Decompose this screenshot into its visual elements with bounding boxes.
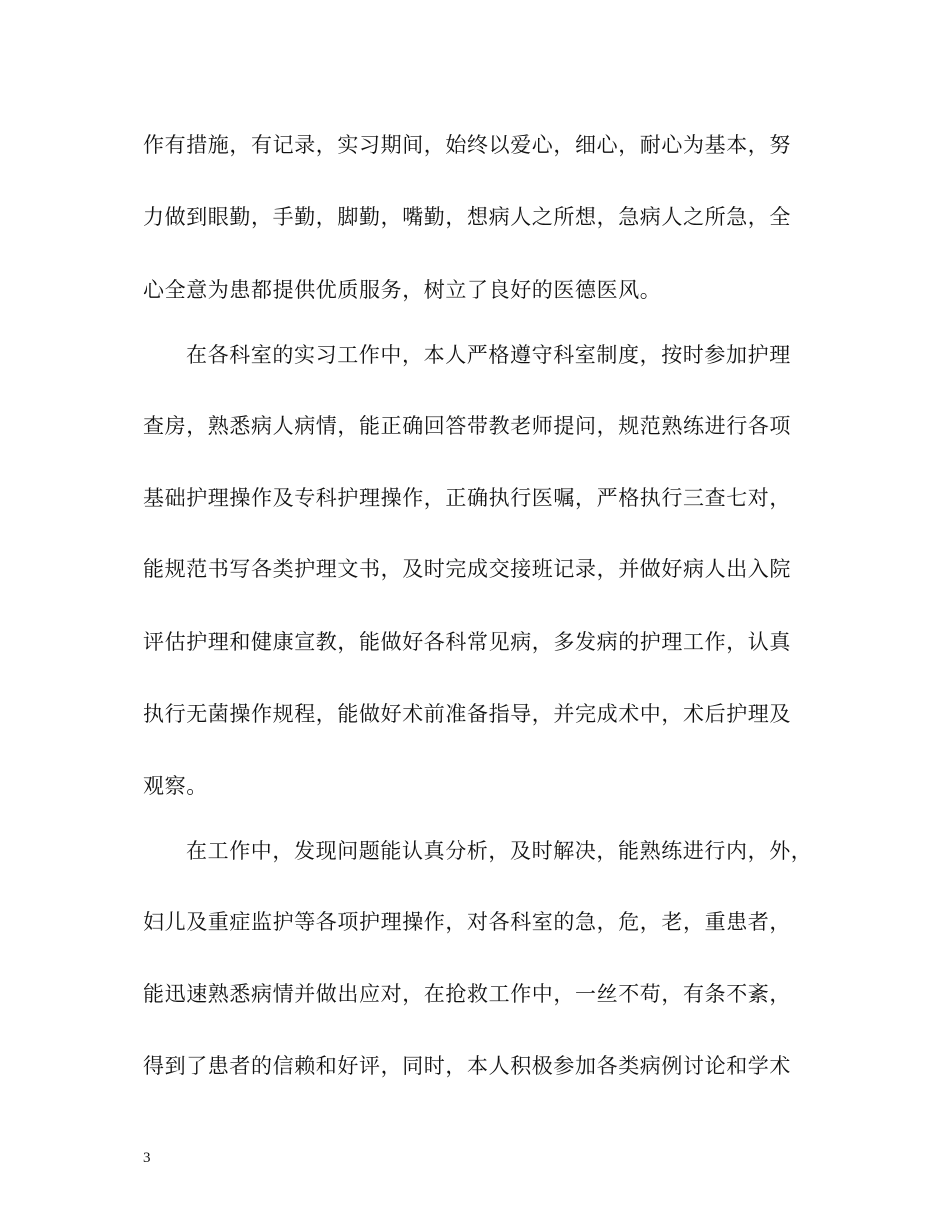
text-line-10: 观察。 [143,774,208,798]
page-number: 3 [143,1150,151,1166]
text-line-14: 得到了患者的信赖和好评，同时，本人积极参加各类病例讨论和学术 [143,1054,791,1078]
text-line-12: 妇儿及重症监护等各项护理操作，对各科室的急，危，老，重患者， [143,910,791,934]
paragraph-3-line-1: 在工作中，发现问题能认真分析，及时解决，能熟练进行内，外， [186,839,813,863]
text-line-6: 基础护理操作及专科护理操作，正确执行医嘱，严格执行三查七对， [143,486,791,510]
text-line-9: 执行无菌操作规程，能做好术前准备指导，并完成术中，术后护理及 [143,702,791,726]
text-line-3: 心全意为患都提供优质服务，树立了良好的医德医风。 [143,278,662,302]
text-line-13: 能迅速熟悉病情并做出应对，在抢救工作中，一丝不苟，有条不紊， [143,982,791,1006]
text-line-5: 查房，熟悉病人病情，能正确回答带教老师提问，规范熟练进行各项 [143,414,791,438]
text-line-2: 力做到眼勤，手勤，脚勤，嘴勤，想病人之所想，急病人之所急，全 [143,205,791,229]
text-line-1: 作有措施，有记录，实习期间，始终以爱心，细心，耐心为基本，努 [143,133,791,157]
paragraph-2-line-1: 在各科室的实习工作中，本人严格遵守科室制度，按时参加护理 [186,343,791,367]
text-line-8: 评估护理和健康宣教，能做好各科常见病，多发病的护理工作，认真 [143,630,791,654]
text-line-7: 能规范书写各类护理文书，及时完成交接班记录，并做好病人出入院 [143,557,791,581]
